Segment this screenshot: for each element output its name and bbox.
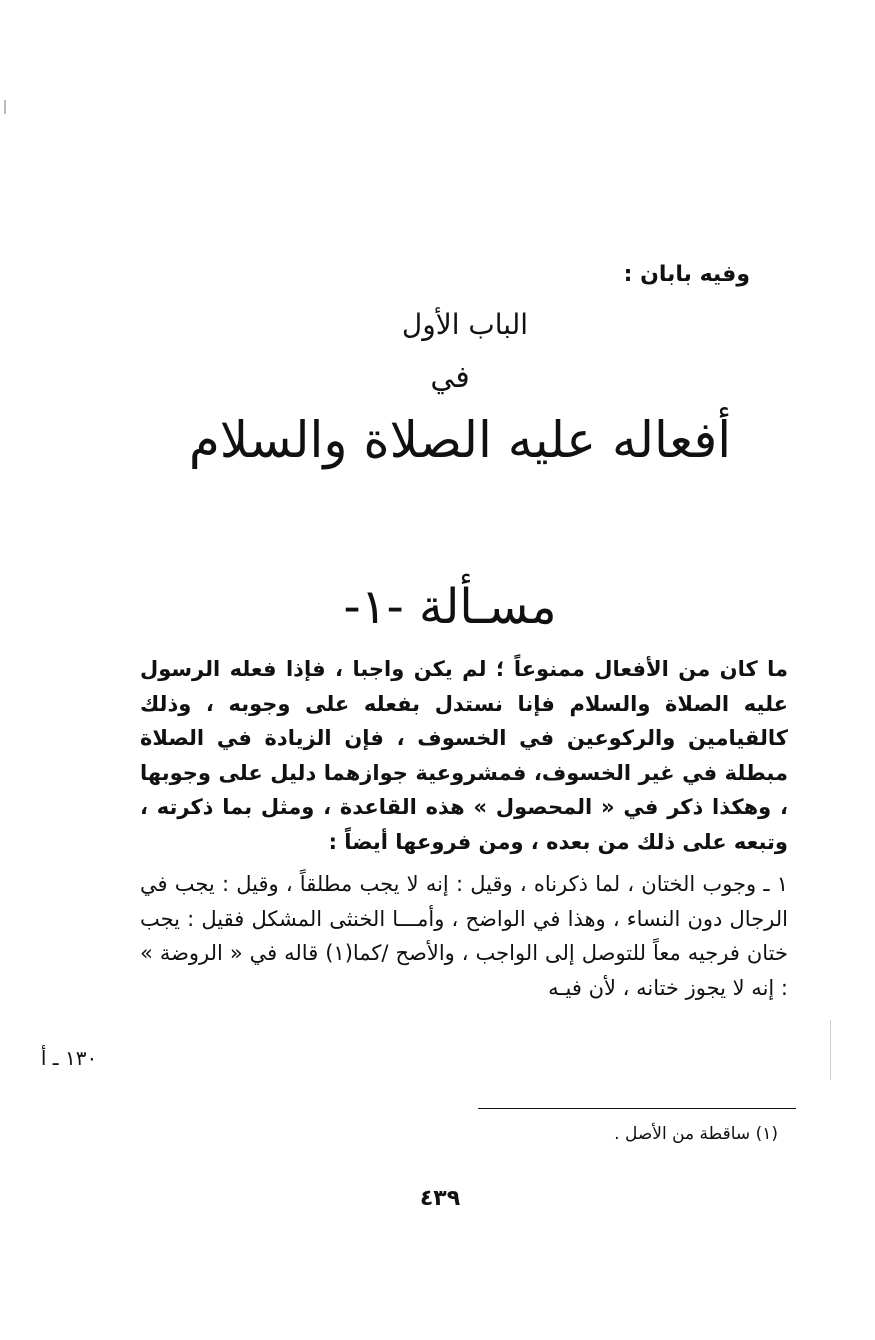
- chapter-title: أفعاله عليه الصلاة والسلام: [188, 411, 732, 469]
- paragraph-1: ما كان من الأفعال ممنوعاً ؛ لم يكن واجبا ، فإذا فعله الرسول عليه الصلاة والسلام فإنا نستدل بفعله على وجوبه ، وذلك كالقيامين والركوعين في الخسوف ، فإن الزيادة في الصلاة مبطلة في غير الخسوف، فمشروعية جوازهما دليل على وجوبها ، وهكذا ذكر في « المحصول » هذه القاعدة ، ومثل بما ذكرته ، وتبعه على ذلك من بعده ، ومن فروعها أيضاً :: [140, 657, 788, 854]
- section-intro: وفيه بابان :: [623, 262, 750, 287]
- footnote-divider: [478, 1108, 796, 1109]
- scan-artifact: [830, 1020, 831, 1080]
- paragraph-2: ١ ـ وجوب الختان ، لما ذكرناه ، وقيل : إنه لا يجب مطلقاً ، وقيل : يجب في الرجال دون النساء ، وهذا في الواضح ، وأمـــا الخنثى المشكل فقيل : يجب ختان فرجيه معاً للتوصل إلى الواجب ، والأصح /كما(١) قاله في « الروضة » : إنه لا يجوز ختانه ، لأن فيـه: [140, 872, 788, 1000]
- scan-artifact: [4, 100, 6, 114]
- chapter-label: الباب الأول: [401, 308, 529, 341]
- footnote: (١) ساقطة من الأصل .: [614, 1124, 778, 1144]
- question-heading: مسـألة -١-: [343, 579, 557, 635]
- chapter-preposition: في: [430, 360, 470, 395]
- page-number: ٤٣٩: [419, 1186, 461, 1211]
- body-text: [140, 652, 788, 1005]
- marginal-folio-note: ١٣٠ ـ أ: [40, 1046, 98, 1070]
